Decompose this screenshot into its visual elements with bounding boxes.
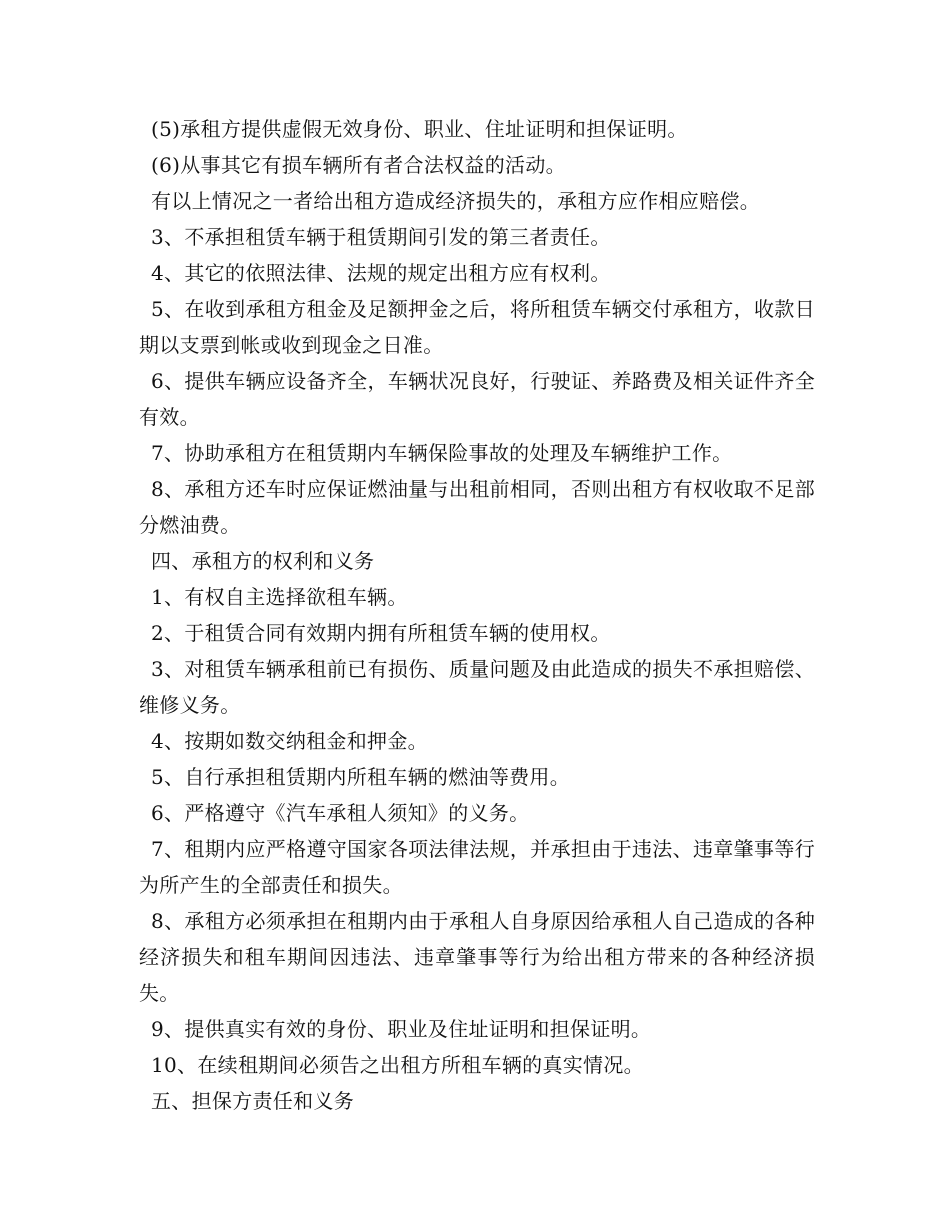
paragraph-11: 1、有权自主选择欲租车辆。	[151, 585, 408, 609]
paragraph-17: 7、租期内应严格遵守国家各项法律法规，并承担由于违法、违章肇事等行为所产生的全部责任和损失。	[139, 837, 815, 897]
paragraph-19: 9、提供真实有效的身份、职业及住址证明和担保证明。	[151, 1017, 652, 1041]
paragraph-9: 8、承租方还车时应保证燃油量与出租前相同，否则出租方有权收取不足部分燃油费。	[139, 477, 815, 537]
paragraph-6: 5、在收到承租方租金及足额押金之后，将所租赁车辆交付承租方，收款日期以支票到帐或收到现金之日准。	[139, 297, 815, 357]
paragraph-8: 7、协助承租方在租赁期内车辆保险事故的处理及车辆维护工作。	[151, 441, 733, 465]
paragraph-4: 3、不承担租赁车辆于租赁期间引发的第三者责任。	[151, 225, 611, 249]
paragraph-2: (6)从事其它有损车辆所有者合法权益的活动。	[151, 153, 566, 177]
paragraph-16: 6、严格遵守《汽车承租人须知》的义务。	[151, 801, 530, 825]
section-heading-5: 五、担保方责任和义务	[151, 1089, 354, 1113]
paragraph-3: 有以上情况之一者给出租方造成经济损失的，承租方应作相应赔偿。	[151, 189, 760, 213]
paragraph-18: 8、承租方必须承担在租期内由于承租人自身原因给承租人自己造成的各种经济损失和租车期间因违法、违章肇事等行为给出租方带来的各种经济损失。	[139, 909, 815, 1005]
paragraph-12: 2、于租赁合同有效期内拥有所租赁车辆的使用权。	[151, 621, 611, 645]
paragraph-1: (5)承租方提供虚假无效身份、职业、住址证明和担保证明。	[151, 117, 688, 141]
paragraph-14: 4、按期如数交纳租金和押金。	[151, 729, 428, 753]
paragraph-7: 6、提供车辆应设备齐全，车辆状况良好，行驶证、养路费及相关证件齐全有效。	[139, 369, 815, 429]
section-heading-4: 四、承租方的权利和义务	[151, 549, 375, 573]
paragraph-5: 4、其它的依照法律、法规的规定出租方应有权利。	[151, 261, 611, 285]
paragraph-15: 5、自行承担租赁期内所租车辆的燃油等费用。	[151, 765, 571, 789]
document-body	[139, 111, 815, 1119]
paragraph-13: 3、对租赁车辆承租前已有损伤、质量问题及由此造成的损失不承担赔偿、维修义务。	[139, 657, 815, 717]
paragraph-20: 10、在续租期间必须告之出租方所租车辆的真实情况。	[151, 1053, 644, 1077]
